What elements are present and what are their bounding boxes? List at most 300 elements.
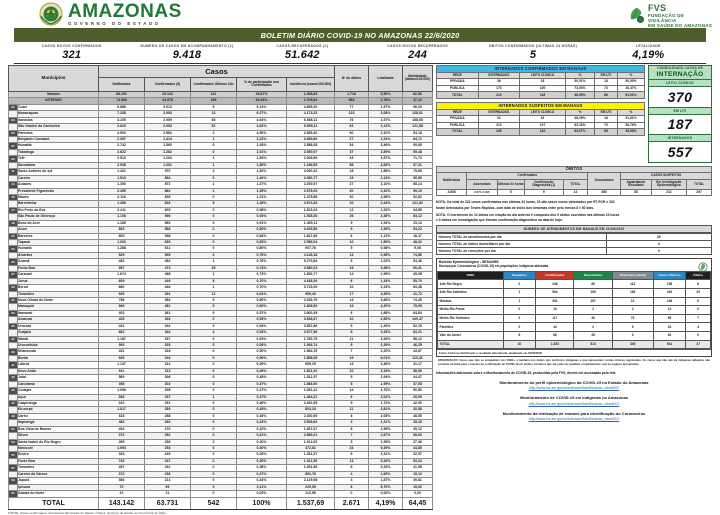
cell-internados: 173 — [478, 85, 520, 92]
cell-part: 0,44% — [237, 420, 287, 426]
cell-letal: 1,72% — [369, 400, 403, 406]
cell-letal: 4,46% — [369, 362, 403, 368]
brand-title: AMAZONAS — [68, 0, 182, 22]
cell-mortal: 54,18 — [403, 130, 433, 136]
cell-obitos: 8 — [335, 343, 369, 349]
cell-part: 0,47% — [237, 381, 287, 387]
cell-dsei-name: Parintins — [438, 323, 504, 332]
cell-letal: 1,97% — [369, 104, 403, 110]
cell-confirmados: 2.953 — [145, 124, 191, 130]
cell-obitos: 7 — [686, 314, 711, 323]
consolidado-label-leito-clinico: LEITO CLÍNICO — [649, 79, 711, 87]
cell-dsei-name: Alto Rio Solimões — [438, 288, 504, 297]
cell-part: 0,76% — [237, 259, 287, 265]
cell-municipio: Itapiranga — [18, 420, 99, 426]
cell-intern: 13 — [612, 297, 653, 306]
cell-confirmados: 505 — [145, 252, 191, 258]
cell-letal: 0,98% — [369, 246, 403, 252]
bulletin-title: BOLETIM DIÁRIO COVID-19 NO AMAZONAS 22/6/2020 — [14, 28, 706, 42]
cell-obitos: 8 — [335, 426, 369, 432]
table-header-row — [437, 72, 645, 79]
cell-notificados: 4.900 — [99, 130, 145, 136]
cell-notificados: 911 — [99, 368, 145, 374]
cell-notificados: 925 — [99, 355, 145, 361]
cell-incid: 1.657,67 — [287, 426, 335, 432]
cell-letal: 6,01% — [369, 355, 403, 361]
cell-confirmados: 818 — [145, 201, 191, 207]
cell-municipio: Manaus — [9, 91, 99, 97]
link-url-perfil[interactable]: http://www.fvs.am.gov.br/indicadorSalaSituacao_view/60/2 — [528, 386, 620, 391]
cell-notificados: 7.338 — [99, 111, 145, 117]
cell-conf24: 52 — [191, 124, 237, 130]
cell-obitos: 30 — [335, 194, 369, 200]
cell-municipio: Nhamundá — [18, 349, 99, 355]
cell-confirmados: 473 — [145, 265, 191, 271]
cell-index: 29 — [9, 285, 18, 291]
cell-conf24: 2 — [191, 439, 237, 445]
col-header-obitos: Nº de óbitos — [335, 65, 369, 91]
cell-part: 0,40% — [237, 439, 287, 445]
cell-obitos: 14 — [335, 388, 369, 394]
cell-conf24: 1 — [191, 162, 237, 168]
cell-mortal: 39,81 — [403, 478, 433, 484]
kpi-value: 51.642 — [284, 48, 320, 61]
cell-letal: 2,57% — [369, 117, 403, 123]
cell-index: 52 — [9, 433, 18, 439]
col-internados: INTERNADOS — [478, 72, 520, 79]
cell-mortal: 31,17 — [403, 362, 433, 368]
cell-confirmados: 262 — [145, 433, 191, 439]
cell-municipio: Santa Isabel do Rio Negro — [18, 439, 99, 445]
cell-mortal: 47,12 — [403, 98, 433, 104]
cell-municipio: Juruá — [18, 278, 99, 284]
col-rede: REDE — [437, 109, 479, 116]
cell-obitos: 16 — [335, 304, 369, 310]
cell-confirmados: 253 — [145, 446, 191, 452]
cell-dsei-name: Médio Rio Purus — [438, 306, 504, 315]
cell-obitos: 4 — [335, 478, 369, 484]
cell-confirmados: 1.414 — [145, 137, 191, 143]
cell-conf24: 0 — [191, 471, 237, 477]
cell-letal: 3,58% — [369, 194, 403, 200]
cell-incid: 2.680,23 — [287, 265, 335, 271]
cell-letal: 1,99% — [369, 381, 403, 387]
cell-letal: 4,83% — [369, 162, 403, 168]
total-conf24: 542 — [191, 497, 237, 509]
atendimentos-value: 28 — [606, 233, 712, 240]
cell-municipio: Parintins — [18, 130, 99, 136]
cell-incid: 3.409,86 — [287, 227, 335, 233]
cell-municipio: Lábrea — [18, 362, 99, 368]
cell-letal: 4,35% — [369, 291, 403, 297]
cell-letal: 3,38% — [369, 265, 403, 271]
cell-conf24: 0 — [191, 491, 237, 497]
atendimentos-label: Número TOTAL de remoções por dia — [437, 247, 607, 254]
cell-conf24: 141 — [191, 91, 237, 97]
cell-obitos: 6 — [686, 297, 711, 306]
cell-conf24: 1 — [191, 156, 237, 162]
cell-municipio: Manacapuru — [18, 111, 99, 117]
atendimentos-table — [436, 233, 712, 255]
fvs-leaf-icon — [628, 7, 645, 24]
cell-notificados: 74.850 — [99, 98, 145, 104]
cell-part: 0,37% — [237, 471, 287, 477]
cell-obitos: 10 — [335, 368, 369, 374]
cell-municipio: Maraã — [18, 336, 99, 342]
cell-notificados: 957 — [99, 265, 145, 271]
cell-mortal: 83,21 — [403, 330, 433, 336]
cell-letal: 2,13% — [369, 124, 403, 130]
cell-municipio: Envira — [18, 452, 99, 458]
cell-municipio: Codajás — [18, 388, 99, 394]
col-total-suspeitos: TOTAL — [687, 179, 712, 189]
dsei-col-suspeitos: Suspeitos — [503, 271, 536, 280]
cell-uti: 70 — [595, 122, 618, 129]
cell-incid: 1.186,65 — [287, 162, 335, 168]
cell-part: 0,79% — [237, 252, 287, 258]
cell-part: 0,60% — [237, 297, 287, 303]
consolidado-caption-big: INTERNAÇÃO — [649, 71, 711, 79]
cell-mortal: 54,22 — [403, 227, 433, 233]
cell-letal: 8,70% — [369, 484, 403, 490]
cell-obitos: 27 — [335, 137, 369, 143]
cell-obitos: 6 — [335, 452, 369, 458]
cell-municipio: São Paulo de Olivença — [18, 214, 99, 220]
cell-obitos: 77 — [335, 104, 369, 110]
cell-mortal: 59,48 — [403, 149, 433, 155]
cell-confirmados: 344 — [145, 330, 191, 336]
cell-confirmados: 970 — [145, 169, 191, 175]
cell-index: 06 — [9, 137, 18, 143]
cell-part: 0,34% — [237, 478, 287, 484]
cell-letal: 2,32% — [369, 188, 403, 194]
dsei-footnote: Fonte: Ficha de Notificação e resultado laboratorial, atualizado em 20/06/2020 — [437, 349, 711, 356]
cell-intern: 136 — [612, 288, 653, 297]
cell-notificados: 483 — [99, 259, 145, 265]
cell-letal: 3,66% — [369, 297, 403, 303]
cell-obitos: 63 — [335, 124, 369, 130]
cell-index: 02 — [9, 111, 18, 117]
cell-pct1: 48,99% — [565, 92, 594, 99]
cell-clinico: 18 — [520, 79, 566, 86]
cell-incid: 2.578,03 — [287, 188, 335, 194]
cell-index: 17 — [9, 207, 18, 213]
cell-conf24: 2 — [191, 130, 237, 136]
cell-confirmados: 449 — [145, 278, 191, 284]
fvs-line3: EM SAÚDE DO AMAZONAS — [647, 23, 712, 29]
cell-incid: 803,34 — [287, 407, 335, 413]
kpi-strip — [14, 42, 706, 64]
cell-letal: 3,26% — [369, 336, 403, 342]
cell-notificados: 402 — [99, 310, 145, 316]
cell-index: 43 — [9, 375, 18, 381]
cell-part: 0,46% — [237, 400, 287, 406]
cell-obitos: 12 — [335, 207, 369, 213]
cell-confirmados: 214 — [145, 478, 191, 484]
cell-pct1: 73,53% — [565, 85, 594, 92]
cell-confirmados: 316 — [145, 355, 191, 361]
total-participacao: 100% — [237, 497, 287, 509]
kpi-letalidade — [591, 42, 706, 63]
cell-conf24: 0 — [191, 478, 237, 484]
col-em-investigacao: Em Investigação Epidemiológica — [651, 179, 687, 189]
col-leito-clinico: LEITO CLÍNICO — [520, 109, 566, 116]
cell-confirmados: 391 — [145, 291, 191, 297]
cell-index: 22 — [9, 240, 18, 246]
cell-part: 0,42% — [237, 426, 287, 432]
cell-municipio: INTERIOR — [9, 98, 99, 104]
consolidado-label-internados: INTERNADOS — [649, 134, 711, 142]
cell-incid: 1.709,82 — [287, 98, 335, 104]
cell-obitos: 9 — [335, 227, 369, 233]
kpi-value: 4,19% — [632, 48, 665, 61]
cell-letal: 9,49% — [369, 446, 403, 452]
cell-municipio: São Gabriel da Cachoeira — [18, 124, 99, 130]
cell-municipio: Rio Preto da Eva — [18, 207, 99, 213]
cell-index: 56 — [9, 458, 18, 464]
cell-part: 1,52% — [237, 169, 287, 175]
atendimentos-label: Número TOTAL de óbitos domiciliares por dia — [437, 240, 607, 247]
cell-mortal: 84,12 — [403, 214, 433, 220]
cell-part: 0,83% — [237, 240, 287, 246]
cell-conf24: 1 — [191, 182, 237, 188]
cell-conf24: 12 — [191, 291, 237, 297]
municipality-table-panel — [8, 65, 432, 515]
cell-incid: 2.060,97 — [287, 149, 335, 155]
total-letalidade: 4,19% — [369, 497, 403, 509]
cell-part: 1,31% — [237, 194, 287, 200]
cell-incid: 2.129,98 — [287, 478, 335, 484]
cell-part: 45,67% — [237, 91, 287, 97]
cell-part: 0,91% — [237, 220, 287, 226]
cell-municipio: Urucurituba — [18, 343, 99, 349]
cell-confirmados: 337 — [145, 336, 191, 342]
cell-desc: 157 — [574, 297, 612, 306]
cell-conf24: 1 — [191, 272, 237, 278]
cell-conf24: 0 — [191, 220, 237, 226]
total-confirmados: 63.731 — [145, 497, 191, 509]
cell-conf24: 0 — [191, 368, 237, 374]
col-header-participacao: % de participação nos Confirmados — [237, 77, 287, 91]
cell-letal: 4,70% — [369, 388, 403, 394]
cell-obitos: 11 — [335, 407, 369, 413]
cell-obitos: 37 — [335, 149, 369, 155]
cell-municipio: Presidente Figueiredo — [18, 188, 99, 194]
cell-confirmados: 313 — [145, 368, 191, 374]
cell-obitos: 19 — [335, 175, 369, 181]
cell-intern: 2 — [612, 306, 653, 315]
cell-desc: 189 — [574, 288, 612, 297]
table-row — [437, 85, 645, 92]
cell-index: 14 — [9, 188, 18, 194]
cell-mortal: 74,86 — [403, 252, 433, 258]
cell-confirmados: 1.560 — [145, 143, 191, 149]
cell-confirmados: 21 — [145, 491, 191, 497]
cell-conf24: 0 — [191, 362, 237, 368]
cell-part: 6,27% — [237, 111, 287, 117]
dsei-col-casos-cl-nicos: Casos Clínicos — [653, 271, 686, 280]
cell-letal: 5,26% — [369, 458, 403, 464]
cell-letal: 1,89% — [369, 240, 403, 246]
cell-municipio: Barreirinha — [18, 201, 99, 207]
cell-mortal: 121,58 — [403, 124, 433, 130]
cell-part: 0,39% — [237, 452, 287, 458]
cell-part: 1,40% — [237, 175, 287, 181]
cell-clinico: 31 — [520, 116, 566, 123]
cell-notificados: 1.147 — [99, 362, 145, 368]
cell-desc: 2 — [574, 323, 612, 332]
cell-municipio: Boa Vista do Ramos — [18, 426, 99, 432]
col-notificados: Notificados — [437, 173, 467, 190]
cell-notificados: 1.288 — [99, 246, 145, 252]
cell-confirmados: 529 — [145, 240, 191, 246]
dsei-row-total — [438, 340, 711, 349]
cell-part: 6,14% — [237, 104, 287, 110]
cell-intern: 349 — [612, 340, 653, 349]
cell-confirmados: 468 — [145, 272, 191, 278]
cell-mortal: 113,41 — [403, 355, 433, 361]
cell-conf24: 0 — [191, 240, 237, 246]
cell-incid: 3.587,86 — [287, 323, 335, 329]
table-header-row — [437, 109, 645, 116]
cell-mortal: 100,47 — [403, 317, 433, 323]
cell-index: 10 — [9, 162, 18, 168]
cell-letal: 2,83% — [369, 317, 403, 323]
cell-intern: 75 — [612, 314, 653, 323]
table-row-total — [437, 92, 645, 99]
cell-index: 21 — [9, 233, 18, 239]
kpi-value: 5 — [529, 48, 537, 61]
cell-mortal: 18,37 — [403, 233, 433, 239]
link-url-indigenas[interactable]: http://www.fvs.am.gov.br/indicadorSalaSituacao_view/61/2 — [528, 401, 620, 406]
cell-index: 44 — [9, 381, 18, 387]
cell-part: 0,98% — [237, 207, 287, 213]
total-obitos: 2.671 — [335, 497, 369, 509]
cell-conf24: 0 — [191, 407, 237, 413]
cell-obitos: 953 — [335, 98, 369, 104]
obitos-values-row — [437, 189, 712, 196]
cell-municipio: Silves — [18, 433, 99, 439]
cell-municipio: Tonantins — [18, 291, 99, 297]
cell-notificados: 425 — [99, 317, 145, 323]
cell-obitos: 13 — [335, 458, 369, 464]
cell-part: 1,35% — [237, 188, 287, 194]
amazonas-coat-of-arms-icon — [38, 2, 64, 26]
cell-clin: 138 — [653, 280, 686, 289]
cell-index: 41 — [9, 362, 18, 368]
cell-confirmados: 270 — [145, 426, 191, 432]
cell-confirmados: 241 — [145, 465, 191, 471]
cell-obitos: 11 — [335, 336, 369, 342]
cell-conf24: 1 — [191, 188, 237, 194]
cell-obitos: 1.718 — [335, 91, 369, 97]
cell-municipio: Tonantins — [18, 465, 99, 471]
cell-pct2: 36,76% — [617, 122, 644, 129]
link-url-exames[interactable]: http://www.fvs.am.gov.br/indicadorSalaSituacao_view/62/2 — [528, 416, 620, 421]
cell-mortal: 168,65 — [403, 117, 433, 123]
cell-pct1: 63,07% — [565, 129, 594, 136]
cell-mortal: 49,12 — [403, 426, 433, 432]
internados-suspeitos-caption: INTERNADOS SUSPEITOS EM MANAUS — [437, 102, 645, 109]
cell-notificados: 333 — [99, 452, 145, 458]
sesai-logo-icon — [697, 260, 709, 271]
consolidado-internacao-box — [648, 65, 712, 163]
cell-conf24: 0 — [191, 149, 237, 155]
cell-conf24: 1 — [191, 394, 237, 400]
cell-obitos: 26 — [335, 214, 369, 220]
total-mortalidade: 64,45 — [403, 497, 433, 509]
cell-municipio: Uarini — [18, 413, 99, 419]
cell-mortal: 53,24 — [403, 458, 433, 464]
cell-notificados: 22 — [99, 491, 145, 497]
cell-index: 23 — [9, 246, 18, 252]
cell-rede: PÚBLICA — [437, 85, 479, 92]
cell-municipio: Jutaí — [18, 375, 99, 381]
cell-index: 03 — [9, 117, 18, 123]
cell-letal: 2,20% — [369, 349, 403, 355]
cell-municipio: Tefé — [18, 156, 99, 162]
cell-notificados: 2.495 — [99, 188, 145, 194]
cell-part: 0,40% — [237, 446, 287, 452]
cell-incid: 4.173,23 — [287, 111, 335, 117]
cell-internados: 245 — [478, 129, 520, 136]
cell-obitos: 6 — [335, 381, 369, 387]
cell-letal: 2,76% — [369, 98, 403, 104]
cell-incid: 2.556,04 — [287, 240, 335, 246]
cell-index: 28 — [9, 278, 18, 284]
cell-incid: 4.168,39 — [287, 278, 335, 284]
cell-part: 0,57% — [237, 310, 287, 316]
cell-part: 0,93% — [237, 214, 287, 220]
cell-municipio: Tabatinga — [18, 149, 99, 155]
cell-confirmados: 381 — [145, 304, 191, 310]
kpi-casos-novos-recuperados — [360, 42, 475, 63]
cell-confirmados: 1.203 — [145, 156, 191, 162]
cell-notificados: 1.185 — [99, 220, 145, 226]
cell-incid: 113,96 — [287, 491, 335, 497]
cell-obitos: 58 — [335, 162, 369, 168]
cell-letal: 2,67% — [369, 433, 403, 439]
obitos-table — [436, 166, 712, 197]
cell-notificados: 609 — [99, 278, 145, 284]
cell-municipio: Tapauá — [18, 240, 99, 246]
table-source-note: FONTE: Casos confirmados: Secretarias Municipais de Saúde / Óbitos: Serviços de Saúde de Ocorrência do Óbito — [8, 510, 167, 515]
col-header-municipios: Municípios — [9, 65, 99, 91]
cell-mortal: 74,45 — [403, 297, 433, 303]
cell-confirmados: 291 — [145, 400, 191, 406]
cell-mortal: 32,57 — [403, 452, 433, 458]
cell-conf24: 0 — [191, 420, 237, 426]
cell-notificados: 788 — [99, 297, 145, 303]
cell-dsei-name: Vale do Javari — [438, 331, 504, 340]
cell-conf24: 0 — [191, 246, 237, 252]
cell-index: 19 — [9, 220, 18, 226]
cell-letal: 1,86% — [369, 169, 403, 175]
cell-index: 15 — [9, 194, 18, 200]
cell-index: 32 — [9, 304, 18, 310]
cell-letal: 1,91% — [369, 137, 403, 143]
col-confirmacao-diagnostica: Confirmação Diagnóstica (1) — [525, 179, 564, 189]
consolidado-label-em-uti: EM UTI — [649, 107, 711, 115]
cell-rede: PRIVADA — [437, 79, 479, 86]
cell-municipio: Nova Olinda do Norte — [18, 297, 99, 303]
cell-clinico: 118 — [520, 92, 566, 99]
note-1a: NOTA: Do total de 321 casos confirmados nas últimas 24 horas, 19 são casos novos detectados por RT-PCR e 302 — [436, 199, 615, 204]
cell-desc: 514 — [574, 340, 612, 349]
cell-notificados: 1.674 — [99, 272, 145, 278]
kpi-value: 244 — [408, 48, 428, 61]
cell-obitos: 4 — [686, 323, 711, 332]
